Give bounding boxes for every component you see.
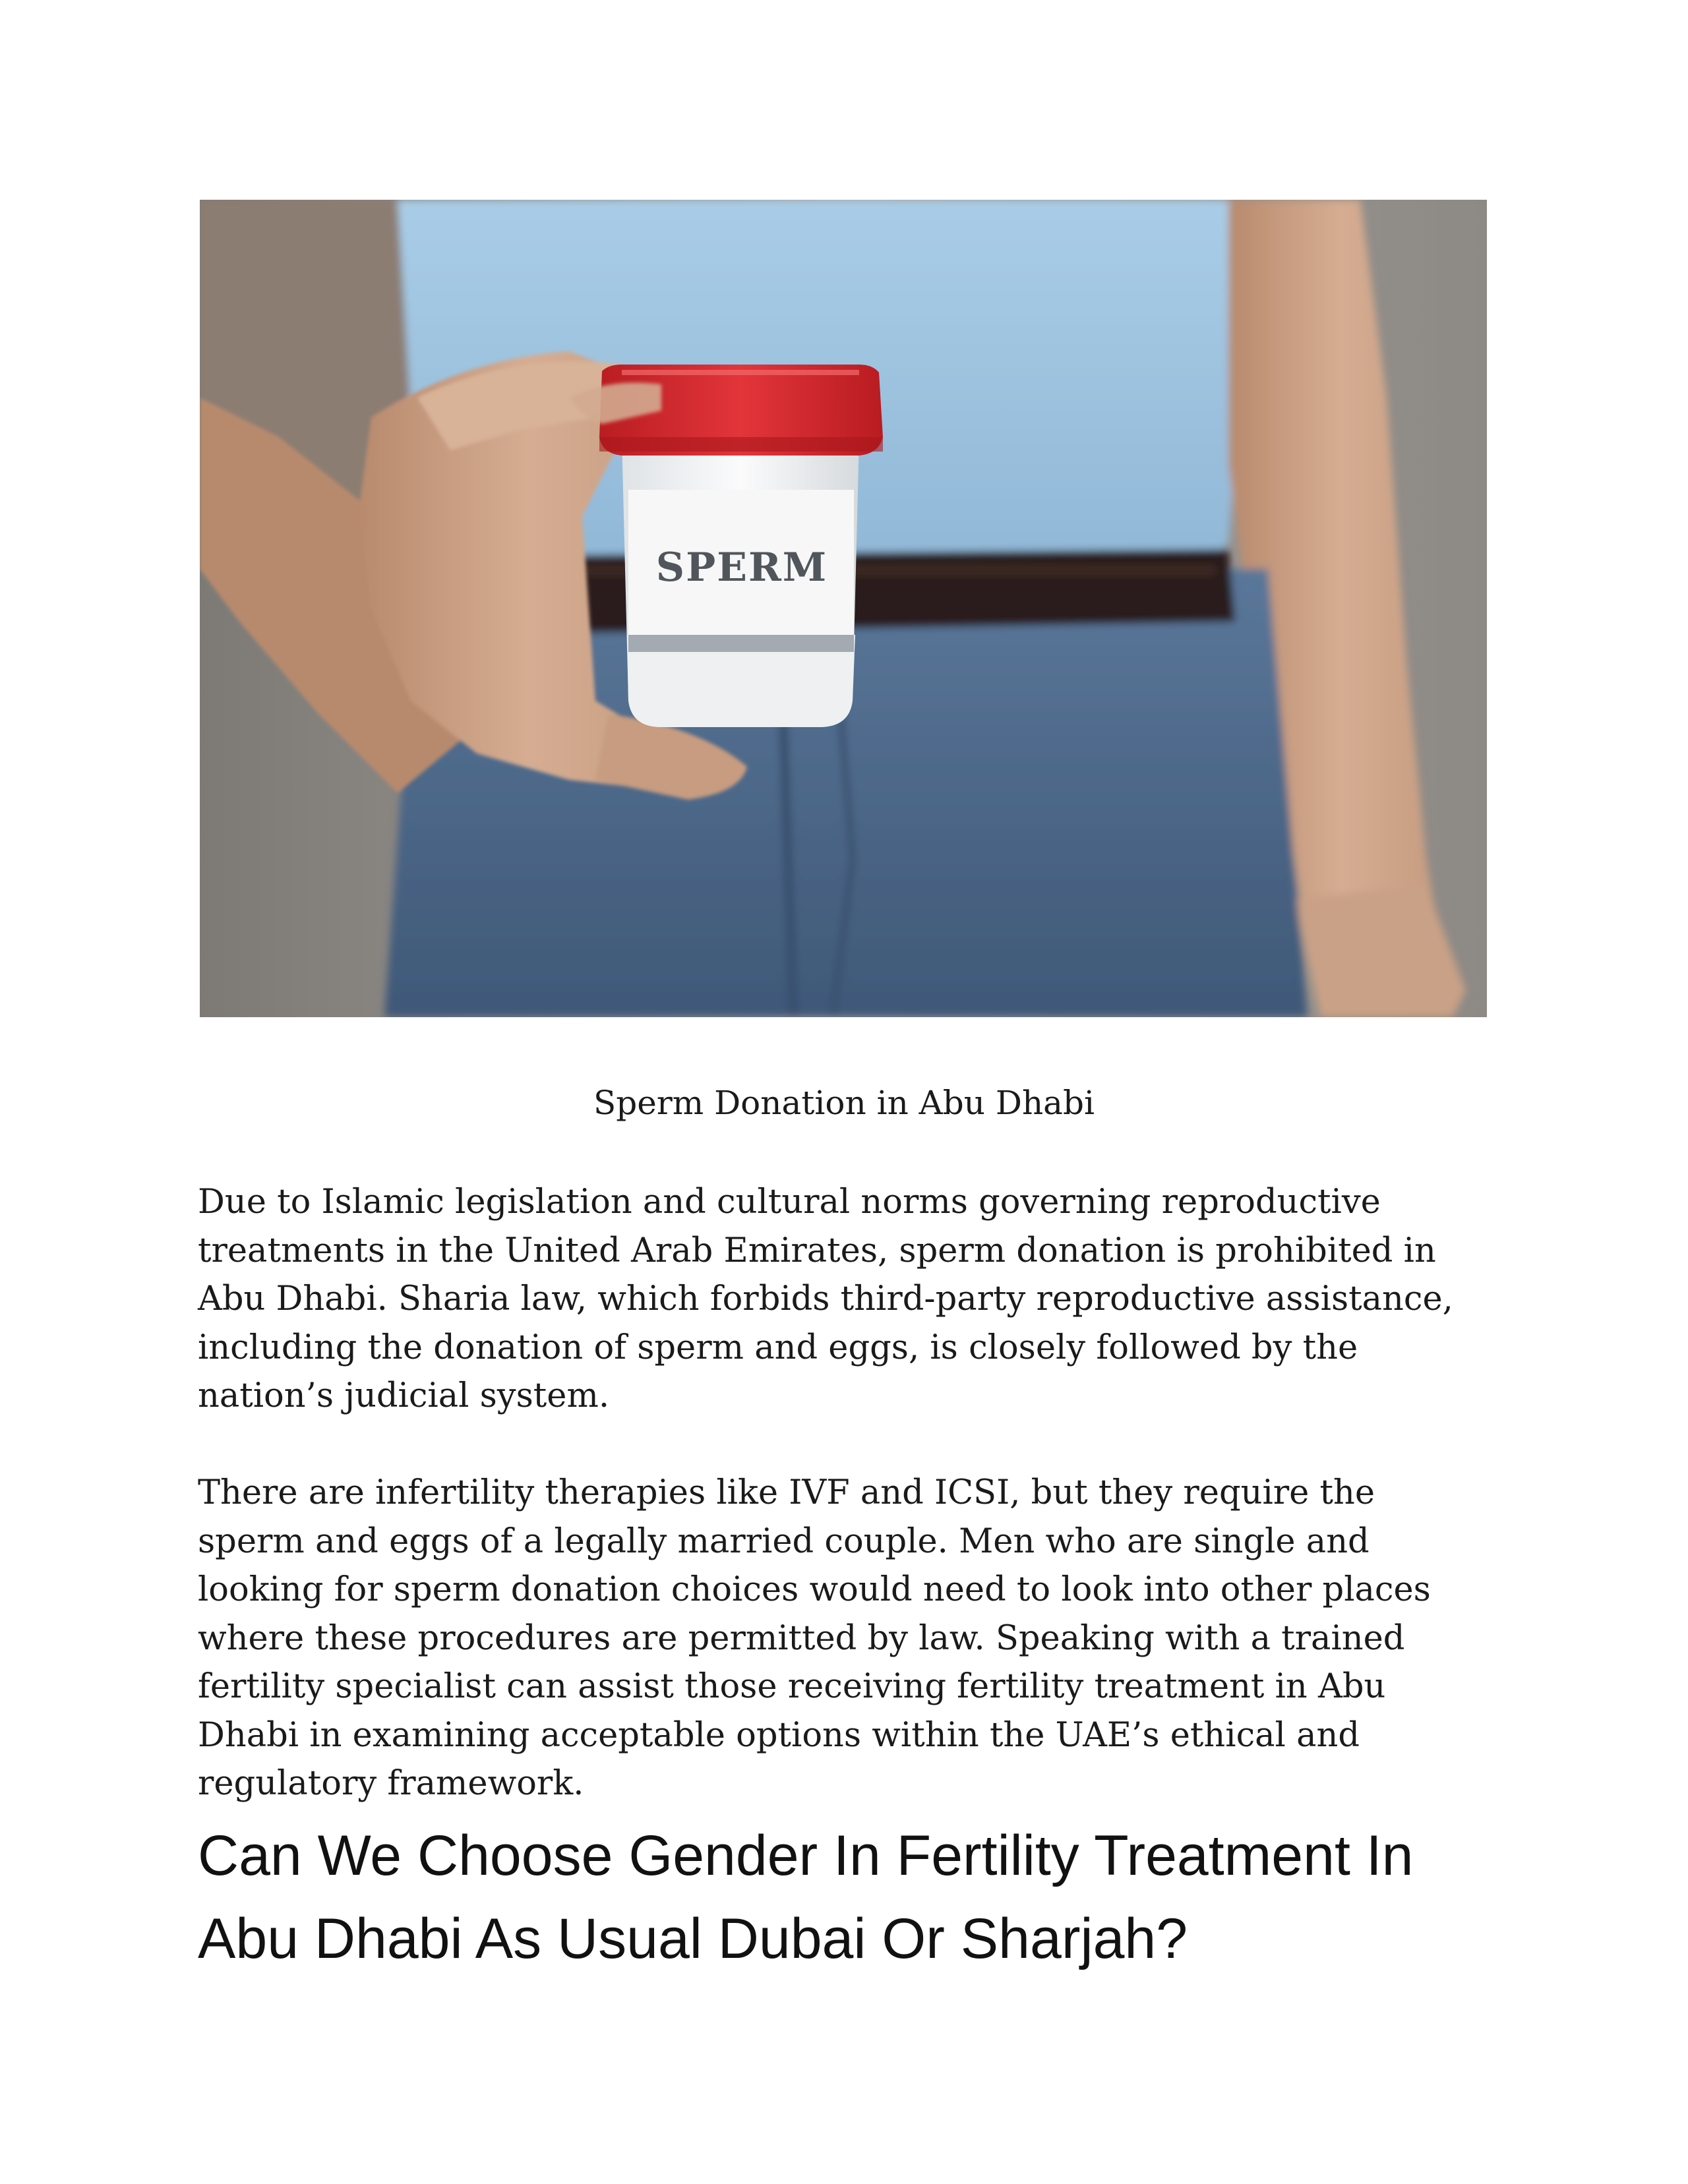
sperm-sample-photo	[200, 200, 1487, 1017]
photo-illustration	[200, 200, 1487, 1017]
jar-label-text: SPERM	[655, 545, 828, 591]
paragraph-sperm-donation-prohibited: Due to Islamic legislation and cultural norms governing reproductive treatments in the United Arab Emirates, sperm donation is prohibited in Abu Dhabi. Sharia law, which forbids third-party reproductive assistance, including the donation of sperm and eggs, is closely followed by the nation’s judicial system.	[198, 1183, 1453, 1415]
section-heading: Can We Choose Gender In Fertility Treatment In Abu Dhabi As Usual Dubai Or Sharjah?	[198, 1824, 1414, 1970]
figure-caption: Sperm Donation in Abu Dhabi	[593, 1084, 1095, 1122]
paragraph-infertility-therapies: There are infertility therapies like IVF and ICSI, but they require the sperm and eggs of a legally married couple. Men who are single and looking for sperm donation choices would need to look into other places where these procedures are permitted by law. Speaking with a trained fertility specialist can assist those receiving fertility treatment in Abu Dhabi in examining acceptable options within the UAE’s ethical and regulatory framework.	[198, 1473, 1431, 1803]
